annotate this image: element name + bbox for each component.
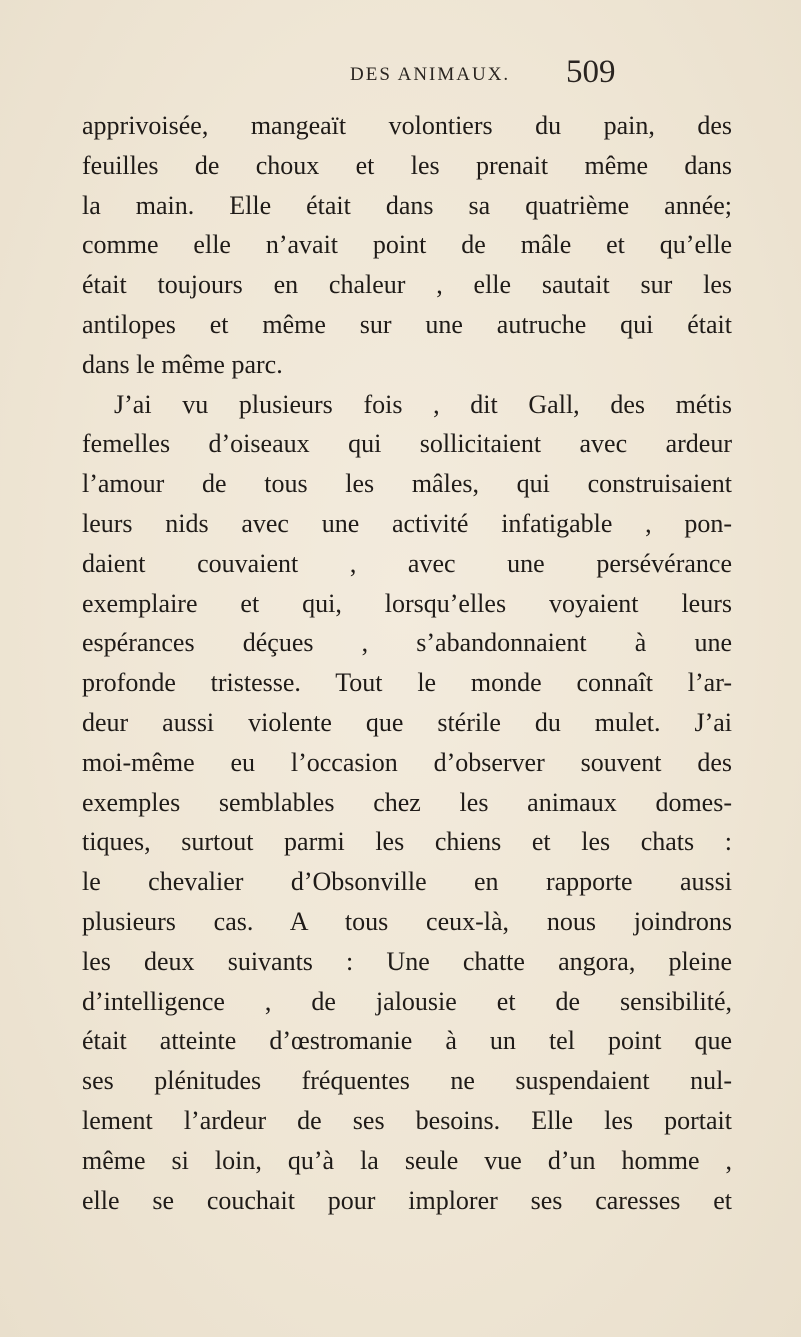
- text-line: tiques, surtout parmi les chiens et les chats :: [82, 827, 732, 857]
- text-line: était toujours en chaleur , elle sautait sur les: [82, 270, 732, 300]
- text-line: antilopes et même sur une autruche qui était: [82, 309, 732, 339]
- text-line: comme elle n’avait point de mâle et qu’elle: [82, 230, 732, 260]
- text-line: exemples semblables chez les animaux domes-: [82, 787, 732, 817]
- text-line: elle se couchait pour implorer ses caresses et: [82, 1185, 732, 1215]
- text-line: dans le même parc.: [82, 349, 283, 379]
- page-number: 509: [566, 54, 616, 90]
- text-line: J’ai vu plusieurs fois , dit Gall, des métis: [114, 389, 732, 419]
- text-line: deur aussi violente que stérile du mulet. J’ai: [82, 707, 732, 737]
- text-line: moi-même eu l’occasion d’observer souvent des: [82, 747, 732, 777]
- text-line: profonde tristesse. Tout le monde connaît l’ar-: [82, 668, 732, 698]
- text-line: la main. Elle était dans sa quatrième année;: [82, 190, 732, 220]
- running-title: DES ANIMAUX.: [350, 64, 511, 85]
- text-line: les deux suivants : Une chatte angora, pleine: [82, 946, 732, 976]
- text-line: l’amour de tous les mâles, qui construisaient: [82, 469, 732, 499]
- text-line: exemplaire et qui, lorsqu’elles voyaient leurs: [82, 588, 732, 618]
- text-line: d’intelligence , de jalousie et de sensibilité,: [82, 986, 732, 1016]
- text-line: plusieurs cas. A tous ceux-là, nous joindrons: [82, 906, 732, 936]
- text-line: apprivoisée, mangeaït volontiers du pain, des: [82, 111, 732, 140]
- text-line: leurs nids avec une activité infatigable , pon-: [82, 508, 732, 538]
- text-line: femelles d’oiseaux qui sollicitaient avec ardeur: [82, 429, 732, 459]
- text-line: même si loin, qu’à la seule vue d’un homme ,: [82, 1145, 732, 1175]
- running-head: [0, 54, 801, 102]
- text-line: était atteinte d’œstromanie à un tel point que: [82, 1026, 732, 1056]
- body-text: [82, 106, 732, 1220]
- text-line: daient couvaient , avec une persévérance: [82, 548, 732, 578]
- text-line: le chevalier d’Obsonville en rapporte aussi: [82, 867, 732, 897]
- text-line: ses plénitudes fréquentes ne suspendaient nul-: [82, 1066, 732, 1096]
- text-line: lement l’ardeur de ses besoins. Elle les portait: [82, 1105, 732, 1135]
- text-line: espérances déçues , s’abandonnaient à une: [82, 628, 732, 658]
- text-line: feuilles de choux et les prenait même dans: [82, 150, 732, 180]
